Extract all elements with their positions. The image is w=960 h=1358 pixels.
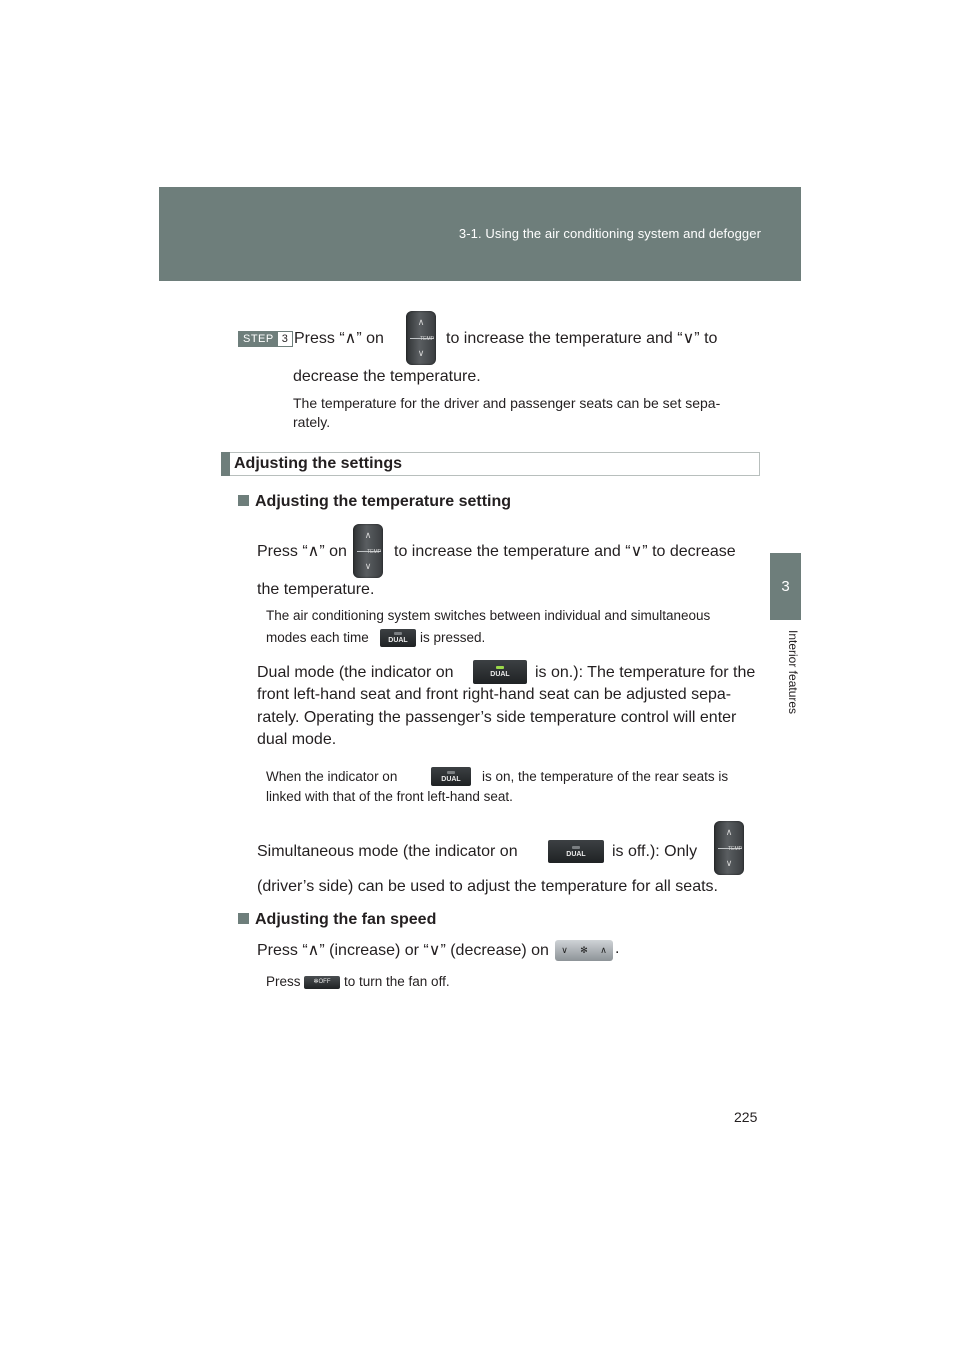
temp-switch-icon: ∧ TEMP ∨ (406, 311, 436, 365)
dual-mode-line1-part1: Dual mode (the indicator on (257, 664, 454, 681)
chapter-label: Interior features (786, 630, 800, 715)
step3-note-line2: rately. (293, 414, 331, 430)
rear-note-line2: linked with that of the front left-hand seat. (266, 789, 513, 804)
page-number: 225 (734, 1109, 758, 1125)
chapter-title: 3-1. Using the air conditioning system and defogger (458, 226, 761, 241)
temperature-heading: Adjusting the temperature setting (238, 493, 511, 511)
dual-mode-line3: rately. Operating the passenger’s side temperature control will enter (257, 709, 737, 726)
temperature-note-line2-part1: modes each time (266, 630, 369, 645)
rear-note-part1: When the indicator on (266, 769, 398, 784)
fan-speed-line1-end: . (615, 940, 620, 957)
step-badge-label: STEP (239, 332, 278, 346)
temperature-line2: the temperature. (257, 581, 375, 598)
fan-up-icon: ∧ (600, 945, 607, 955)
temperature-note-line1: The air conditioning system switches between individual and simultaneous (266, 608, 711, 623)
step3-text-part1: Press “∧” on (294, 330, 384, 347)
rear-note-part2: is on, the temperature of the rear seats is (482, 769, 729, 784)
fan-off-note-part1: Press (266, 974, 301, 989)
temperature-line1-part1: Press “∧” on (257, 543, 347, 560)
step-badge (238, 331, 293, 347)
chapter-tab (770, 553, 801, 620)
step3-note-line1: The temperature for the driver and passenger seats can be set sepa- (293, 395, 721, 411)
simultaneous-line2: (driver’s side) can be used to adjust the temperature for all seats. (257, 878, 718, 895)
fan-down-icon: ∨ (561, 945, 568, 955)
temp-switch-icon: ∧ TEMP ∨ (353, 524, 383, 578)
dual-mode-line1-part2: is on.): The temperature for the (535, 664, 756, 681)
fan-speed-switch-icon (555, 940, 613, 961)
step3-text-line2: decrease the temperature. (293, 368, 481, 385)
temp-switch-icon: ∧ TEMP ∨ (714, 821, 744, 875)
dual-indicator-icon: DUAL (431, 767, 471, 786)
fan-speed-heading: Adjusting the fan speed (238, 911, 436, 929)
fan-speed-line1: Press “∧” (increase) or “∨” (decrease) on (257, 942, 549, 959)
dual-mode-line4: dual mode. (257, 731, 337, 748)
temperature-note-line2-part2: is pressed. (420, 630, 486, 645)
fan-icon: ✻ (580, 945, 588, 955)
chapter-number: 3 (781, 578, 790, 595)
dual-indicator-off-icon: DUAL (548, 840, 604, 863)
simultaneous-part2: is off.): Only (612, 843, 698, 860)
fan-off-button-icon: ✻OFF (304, 976, 340, 989)
bullet-square-icon (238, 913, 249, 924)
step3-text-part2: to increase the temperature and “∨” to (446, 330, 718, 347)
fan-off-note-part2: to turn the fan off. (344, 974, 450, 989)
simultaneous-part1: Simultaneous mode (the indicator on (257, 843, 518, 860)
dual-button-icon: DUAL (380, 629, 416, 647)
dual-indicator-on-icon: DUAL (473, 660, 527, 684)
chapter-header (159, 187, 801, 281)
step-badge-number: 3 (278, 332, 292, 346)
section-accent-bar (221, 452, 230, 476)
bullet-square-icon (238, 495, 249, 506)
dual-mode-line2: front left-hand seat and front right-hand seat can be adjusted sepa- (257, 686, 732, 703)
section-title: Adjusting the settings (234, 455, 402, 472)
section-header (221, 452, 760, 476)
temperature-line1-part2: to increase the temperature and “∨” to decrease (394, 543, 736, 560)
